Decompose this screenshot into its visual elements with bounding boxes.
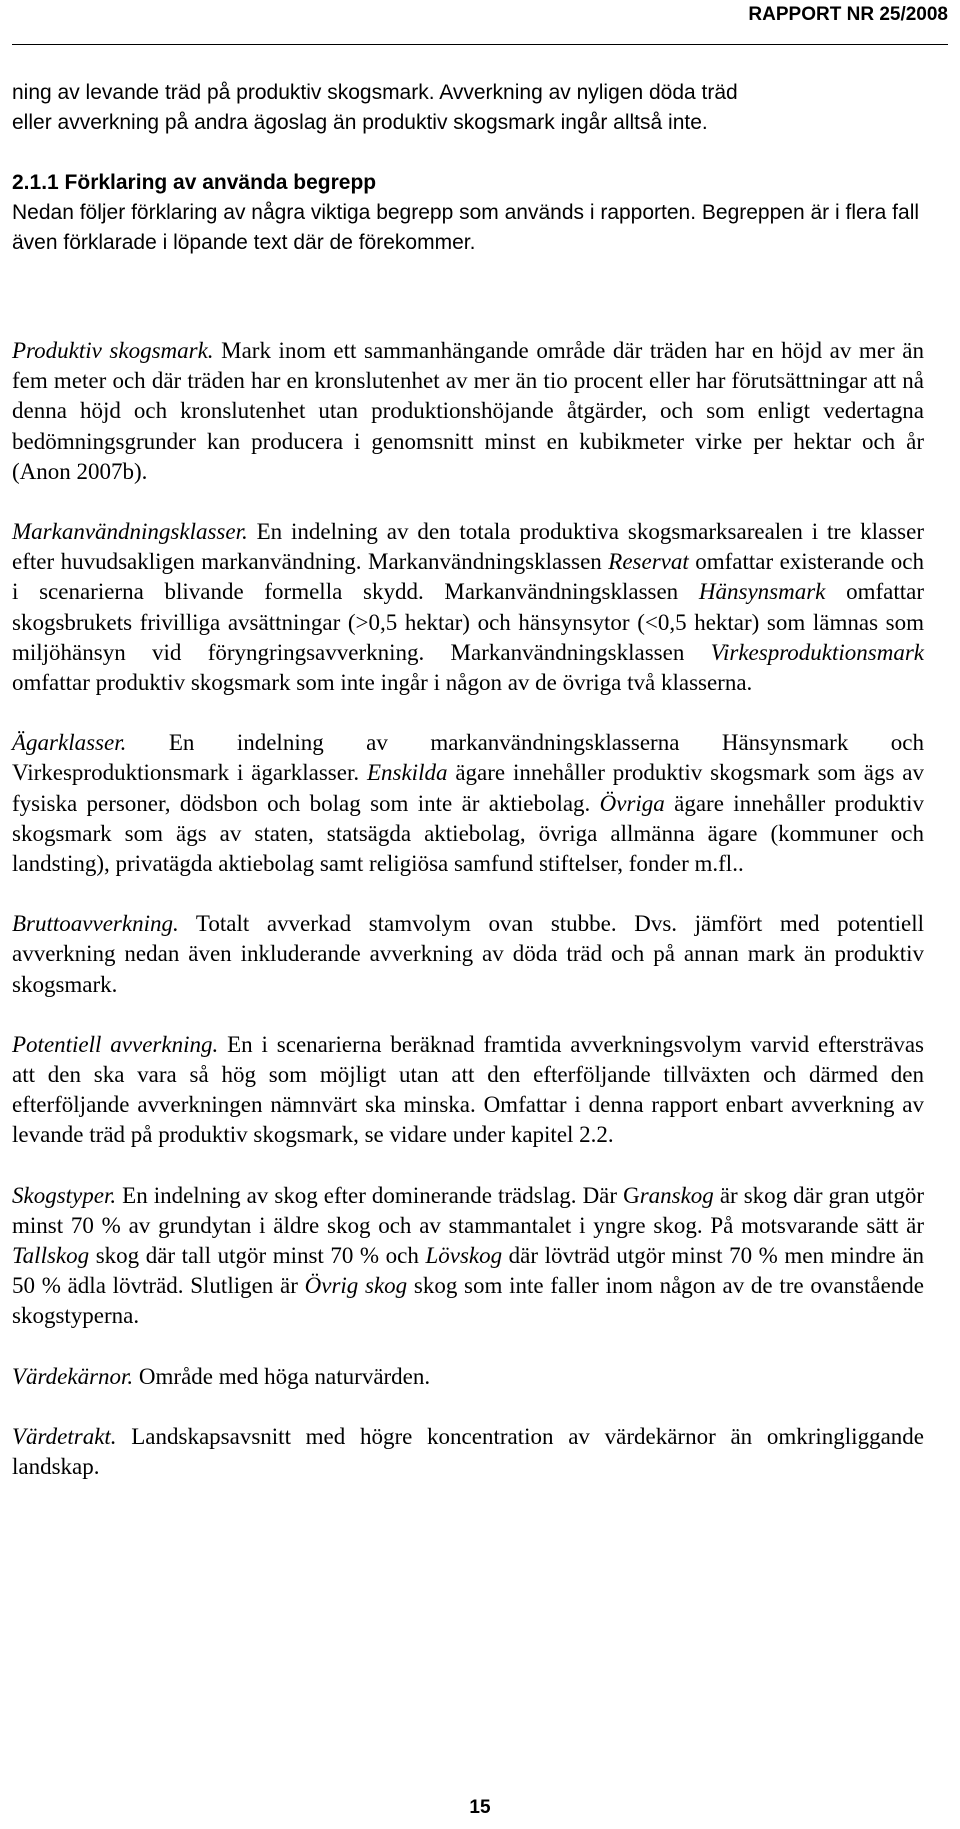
italic-term: ranskog [639,1182,714,1208]
definition-produktiv-skogsmark [12,336,924,487]
italic-term: Reservat [608,549,689,575]
definition-text: Totalt avverkad stamvolym ovan stubbe. Dvs. jämfört med potentiell avverkning nedan även inkluderande avverkning av döda träd och på annan mark än produktiv skogsmark. [12,911,924,997]
intro-line-1: ning av levande träd på produktiv skogsmark. Avverkning av nyligen döda träd [12,81,738,104]
italic-term: Enskilda [366,760,448,786]
italic-term: Övriga [599,790,665,816]
definition-text: ägare innehåller produktiv skogsmark som ägs av staten, statsägda aktiebolag, övriga allmänna ägare (kommuner och landsting), privatägda aktiebolag samt religiösa samfund stiftelser, fonder m.fl.. [12,790,924,877]
definition-vardetrakt [12,1422,924,1482]
italic-term: Hänsynsmark [698,579,826,605]
italic-term: Lövskog [425,1243,503,1269]
definition-text: omfattar produktiv skogsmark som inte ingår i någon av de övriga två klasserna. [12,670,753,696]
definition-bruttoavverkning [12,909,924,1000]
definition-text: Område med höga naturvärden. [133,1363,431,1389]
definitions [12,336,924,1512]
definition-vardekarnor [12,1362,924,1392]
definition-term: Potentiell avverkning. [12,1031,219,1057]
definition-term: Värdekärnor. [12,1363,134,1389]
definition-text: En indelning av skog efter dominerande trädslag. Där G [116,1182,640,1208]
definition-term: Skogstyper. [12,1182,117,1208]
intro-section [12,78,924,258]
italic-term: Övrig skog [304,1273,408,1299]
definition-term: Produktiv skogsmark. [12,338,214,363]
definition-text: skog som inte faller inom någon av de tre ovanstående skogstyperna. [12,1273,925,1329]
definition-term: Ägarklasser. [12,730,127,756]
intro-line-2: eller avverkning på andra ägoslag än produktiv skogsmark ingår alltså inte. [12,111,708,134]
definition-text: omfattar skogsbrukets frivilliga avsättningar (>0,5 hektar) och hänsynsytor (<0,5 hektar) som lämnas som miljöhänsyn vid föryngringsavverkning. Markanvändningsklassen [12,579,924,665]
definition-text: Landskapsavsnitt med högre koncentration av värdekärnor än omkringliggande landskap. [12,1423,924,1480]
definition-markanvandningsklasser [12,517,924,698]
header-rule [12,44,948,45]
page-number: 15 [469,1797,491,1818]
definition-text: Mark inom ett sammanhängande område där träden har en höjd av mer än fem meter och där träden har en kronslutenhet av mer än tio procent eller har förutsättningar att nå denna höjd och kronslutenhet utan produktionshöjande åtgärder, och som enligt vedertagna bedömningsgrunder kan producera i genomsnitt minst en kubikmeter virke per hektar och år (Anon 2007b). [12,338,924,484]
definition-text: En i scenarierna beräknad framtida avverkningsvolym varvid eftersträvas att den ska vara så hög som möjligt utan att den efterföljande tillväxten och därmed den efterföljande avverkningen nämnvärt ska minska. Omfattar i denna rapport enbart avverkning av levande träd på produktiv skogsmark, se vidare under kapitel 2.2. [12,1031,924,1148]
section-lead: Nedan följer förklaring av några viktiga begrepp som används i rapporten. Begreppen är i flera fall även förklarade i löpande text där de förekommer. [12,201,920,254]
definition-term: Markanvändningsklasser. [12,519,248,545]
definition-text: omfattar existerande och i scenarierna blivande formella skydd. Markanvändningsklassen [12,549,925,605]
definition-potentiell-avverkning [12,1030,924,1151]
definition-skogstyper [12,1181,924,1332]
definition-text: En indelning av markanvändningsklasserna Hänsynsmark och Virkesproduktionsmark i ägarklasser. [12,730,924,786]
definition-text: där lövträd utgör minst 70 % men mindre än 50 % ädla lövträd. Slutligen är [12,1243,924,1299]
definition-term: Värdetrakt. [12,1423,117,1449]
definition-text: En indelning av den totala produktiva skogsmarksarealen i tre klasser efter huvudsakligen markanvändning. Markanvändningsklassen [12,519,924,575]
definition-text: skog där tall utgör minst 70 % och [89,1243,426,1269]
definition-term: Bruttoavverkning. [12,911,179,937]
intro-paragraph [12,78,924,138]
italic-term: Tallskog [12,1243,90,1269]
definition-text: är skog där gran utgör minst 70 % av grundytan i äldre skog och av stammantalet i yngre skog. På motsvarande sätt är [12,1182,924,1238]
italic-term: Virkesproduktionsmark [710,639,924,665]
definition-text: ägare innehåller produktiv skogsmark som ägs av fysiska personer, dödsbon och bolag som inte är aktiebolag. [12,760,924,816]
definition-agarklasser [12,728,924,879]
section-block [12,168,924,258]
report-header: RAPPORT NR 25/2008 [748,4,948,25]
section-title: 2.1.1 Förklaring av använda begrepp [12,171,377,194]
